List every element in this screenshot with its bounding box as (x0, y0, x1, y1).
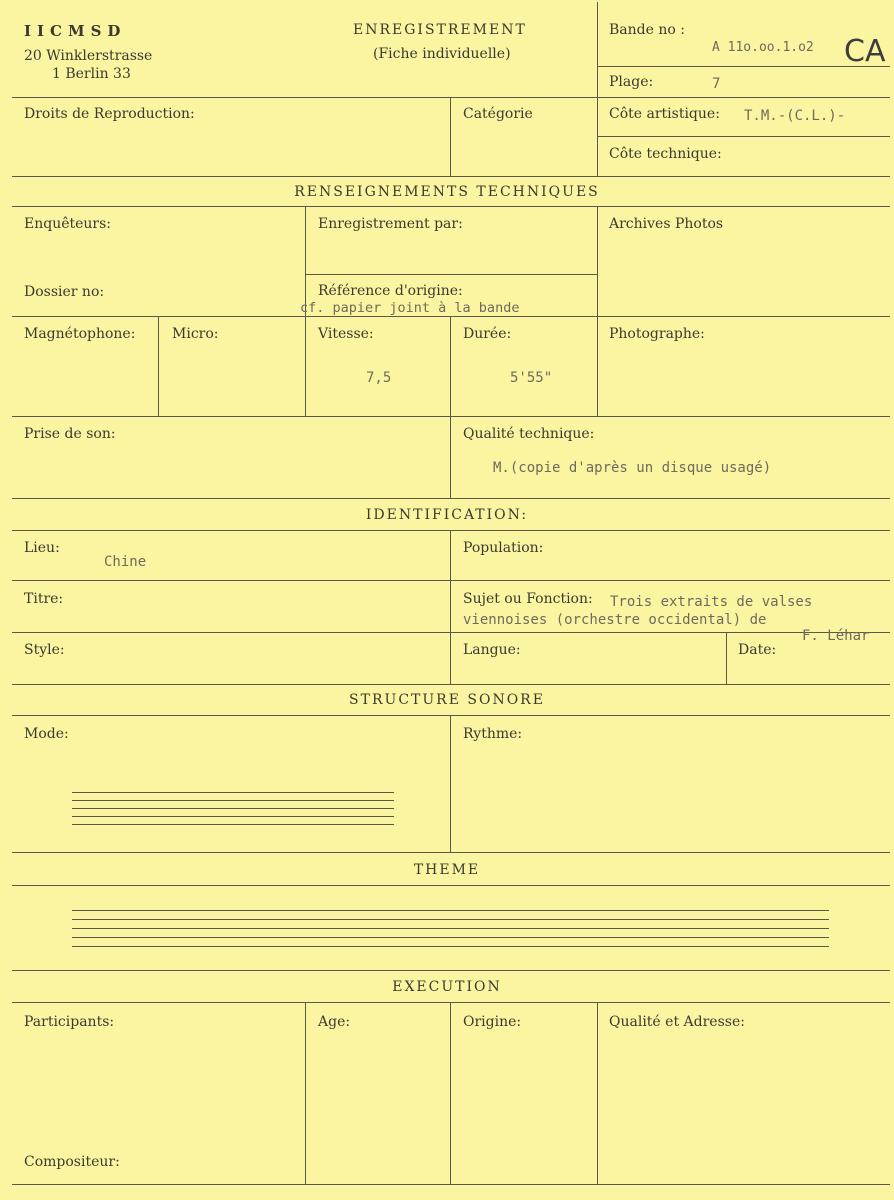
rule (12, 852, 890, 853)
rule (450, 97, 451, 176)
rule (450, 530, 451, 684)
cote-artistique-label: Côte artistique: (609, 106, 720, 122)
qualite-adresse-label: Qualité et Adresse: (609, 1014, 745, 1030)
rule (12, 580, 890, 581)
writing-line (72, 816, 394, 817)
droits-label: Droits de Reproduction: (24, 106, 195, 122)
langue-label: Langue: (463, 642, 521, 658)
rule (158, 316, 159, 416)
writing-line (72, 928, 829, 929)
rule (450, 1002, 451, 1184)
bande-label: Bande no : (609, 22, 685, 38)
mode-label: Mode: (24, 726, 69, 742)
form-subtitle: (Fiche individuelle) (373, 46, 511, 62)
writing-line (72, 800, 394, 801)
duree-value: 5'55" (510, 370, 553, 386)
writing-line (72, 946, 829, 947)
sujet-value-line-2: viennoises (orchestre occidental) de (463, 612, 767, 628)
section-identification: IDENTIFICATION: (365, 507, 529, 523)
rule (305, 274, 597, 275)
micro-label: Micro: (172, 326, 219, 342)
section-renseignements: RENSEIGNEMENTS TECHNIQUES (294, 184, 600, 200)
writing-line (72, 919, 829, 920)
rule (12, 970, 890, 971)
enregistrement-par-label: Enregistrement par: (318, 216, 463, 232)
rule (12, 498, 890, 499)
sujet-label: Sujet ou Fonction: (463, 591, 593, 607)
form-title: ENREGISTREMENT (353, 22, 527, 38)
address-line-2: 1 Berlin 33 (52, 66, 131, 82)
reference-label: Référence d'origine: (318, 283, 463, 299)
rythme-label: Rythme: (463, 726, 523, 742)
participants-label: Participants: (24, 1014, 115, 1030)
sujet-value-line-3: F. Léhar (802, 628, 870, 644)
rule (305, 1002, 306, 1184)
population-label: Population: (463, 540, 544, 556)
rule (12, 176, 890, 177)
vitesse-value: 7,5 (366, 370, 392, 386)
rule (12, 1002, 890, 1003)
plage-value: 7 (712, 76, 721, 92)
section-execution: EXECUTION (392, 979, 502, 995)
rule (12, 206, 890, 207)
origine-label: Origine: (463, 1014, 522, 1030)
rule (12, 885, 890, 886)
rule (450, 715, 451, 852)
rule (12, 632, 890, 633)
rule (12, 1184, 890, 1185)
writing-line (72, 824, 394, 825)
prise-de-son-label: Prise de son: (24, 426, 116, 442)
rule (12, 316, 890, 317)
rule (597, 2, 598, 97)
bande-value: A 11o.oo.1.o2 (712, 40, 814, 55)
duree-label: Durée: (463, 326, 512, 342)
rule (12, 530, 890, 531)
rule (726, 632, 727, 684)
rule (450, 316, 451, 498)
qualite-technique-label: Qualité technique: (463, 426, 595, 442)
address-line-1: 20 Winklerstrasse (24, 48, 153, 64)
rule (597, 136, 890, 137)
lieu-label: Lieu: (24, 540, 60, 556)
cote-artistique-value: T.M.-(C.L.)- (744, 108, 846, 124)
plage-label: Plage: (609, 74, 654, 90)
writing-line (72, 808, 394, 809)
writing-line (72, 792, 394, 793)
lieu-value: Chine (104, 554, 147, 570)
date-label: Date: (738, 642, 777, 658)
writing-line (72, 937, 829, 938)
titre-label: Titre: (24, 591, 64, 607)
rule (12, 97, 890, 98)
style-label: Style: (24, 642, 65, 658)
categorie-label: Catégorie (463, 106, 533, 122)
dossier-label: Dossier no: (24, 284, 105, 300)
age-label: Age: (318, 1014, 351, 1030)
photographe-label: Photographe: (609, 326, 705, 342)
writing-line (72, 910, 829, 911)
vitesse-label: Vitesse: (318, 326, 374, 342)
sujet-value-line-1: Trois extraits de valses (610, 594, 813, 610)
rule (597, 206, 598, 416)
section-structure: STRUCTURE SONORE (349, 692, 545, 708)
reference-value: cf. papier joint à la bande (300, 300, 520, 316)
qualite-technique-value: M.(copie d'après un disque usagé) (493, 460, 772, 476)
enqueteurs-label: Enquêteurs: (24, 216, 112, 232)
section-theme: THEME (413, 862, 481, 878)
rule (597, 1002, 598, 1184)
rule (12, 684, 890, 685)
compositeur-label: Compositeur: (24, 1154, 120, 1170)
org-logo: IICMSD (24, 22, 127, 40)
rule (12, 416, 890, 417)
rule (597, 97, 598, 176)
archives-photos-label: Archives Photos (609, 216, 724, 232)
rule (12, 715, 890, 716)
magnetophone-label: Magnétophone: (24, 326, 136, 342)
cote-technique-label: Côte technique: (609, 146, 722, 162)
handwritten-initials: CA (844, 34, 886, 69)
